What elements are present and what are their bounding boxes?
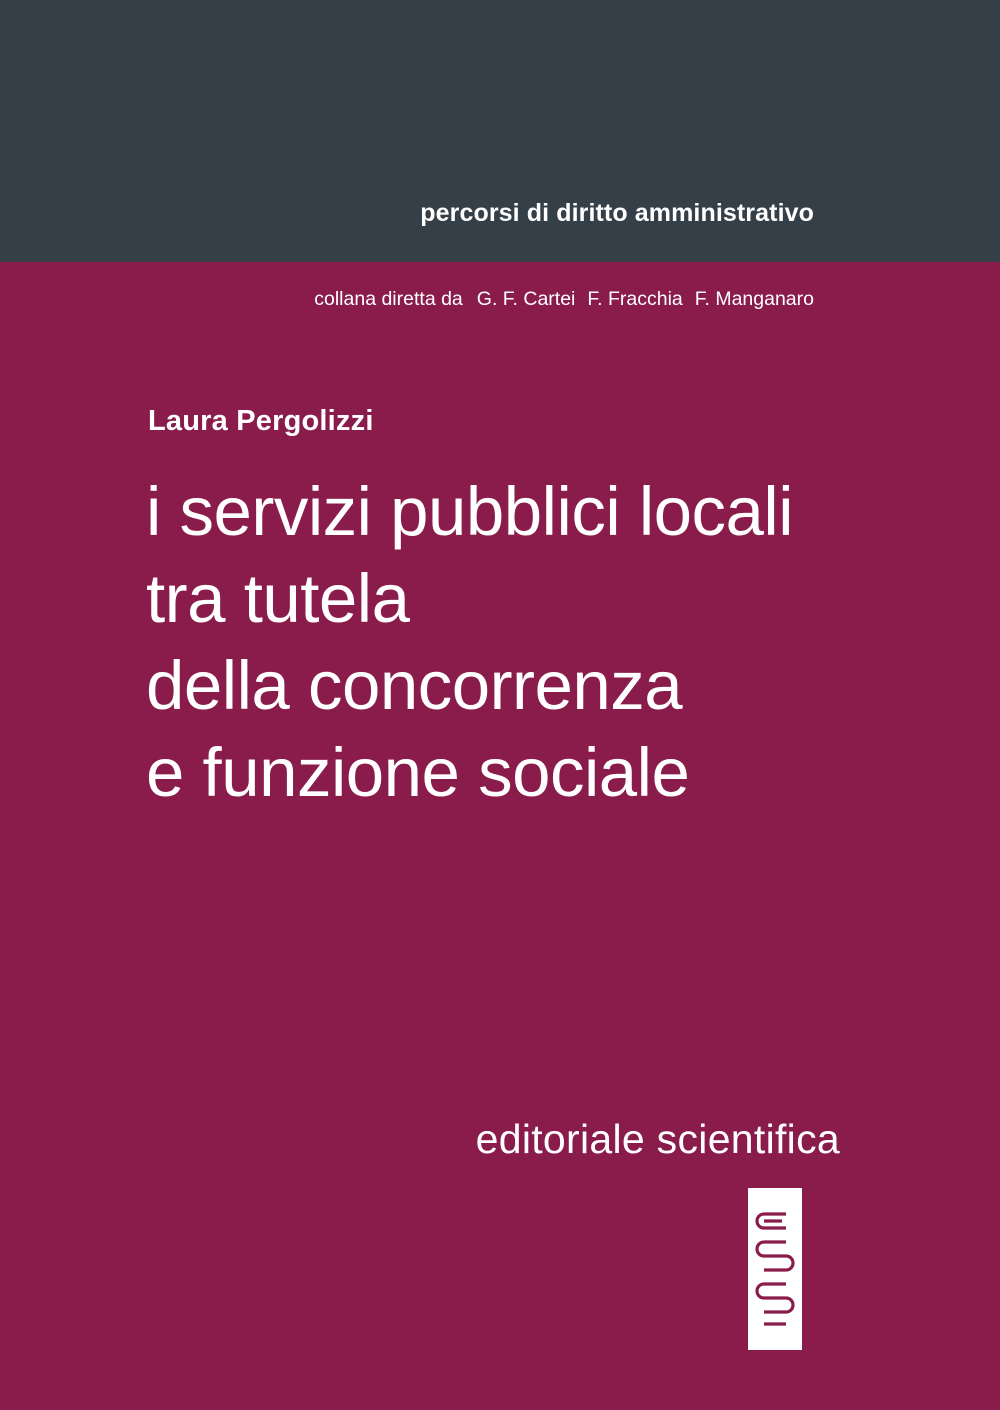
logo-monogram-icon	[748, 1188, 802, 1350]
series-editors-label: collana diretta da	[314, 288, 463, 310]
book-title	[146, 468, 906, 816]
series-editor-3: F. Manganaro	[694, 288, 814, 310]
title-line-1: i servizi pubblici locali	[146, 473, 794, 550]
publisher-name: editoriale scientifica	[475, 1116, 840, 1162]
title-line-3: della concorrenza	[146, 647, 683, 724]
series-name: percorsi di diritto amministrativo	[420, 199, 814, 227]
series-editor-1: G. F. Cartei	[476, 288, 576, 310]
publisher-logo-icon	[748, 1188, 802, 1350]
series-editors	[314, 288, 814, 311]
title-line-4: e funzione sociale	[146, 734, 690, 811]
author-name: Laura Pergolizzi	[148, 405, 374, 437]
title-line-2: tra tutela	[146, 560, 410, 637]
series-editor-2: F. Fracchia	[587, 288, 683, 310]
